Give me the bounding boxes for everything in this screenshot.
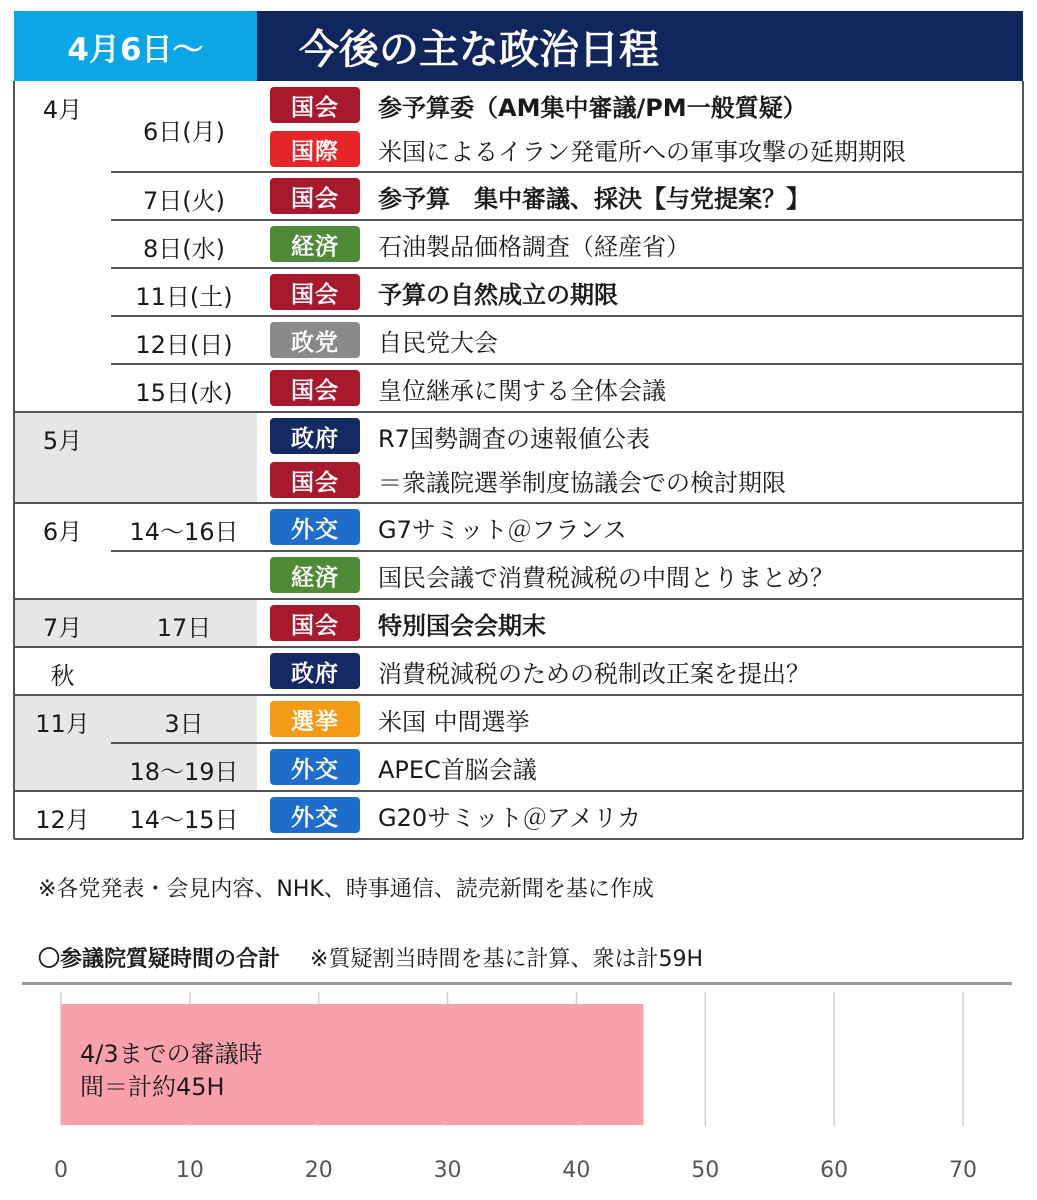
schedule-row xyxy=(14,599,1023,647)
event-text: R7国勢調査の速報値公表 xyxy=(378,424,650,453)
schedule-events xyxy=(257,268,1023,316)
schedule-day: 12日(日) xyxy=(135,331,233,359)
schedule-event xyxy=(270,85,807,125)
event-text: G20サミット＠アメリカ xyxy=(378,803,641,832)
schedule-day: 14〜15日 xyxy=(129,806,239,834)
page-title: 今後の主な政治日程 xyxy=(257,11,1023,81)
schedule-event xyxy=(270,416,650,456)
schedule-events xyxy=(257,316,1023,364)
event-text: APEC首脳会議 xyxy=(378,755,537,784)
chart-title: 〇参議院質疑時間の合計 xyxy=(38,947,281,972)
schedule-event xyxy=(270,747,537,787)
schedule-events xyxy=(257,551,1023,599)
schedule-event xyxy=(270,368,666,408)
category-badge: 国会 xyxy=(270,605,360,641)
category-badge: 政党 xyxy=(270,322,360,358)
column-divider xyxy=(13,81,15,839)
category-badge: 国際 xyxy=(270,131,360,167)
event-text: 自民党大会 xyxy=(378,328,498,357)
row-divider xyxy=(111,267,1023,269)
schedule-row xyxy=(14,695,1023,743)
schedule-event xyxy=(270,176,810,216)
schedule-month: 11月 xyxy=(35,710,90,738)
row-divider xyxy=(111,742,1023,744)
event-text: 参予算 集中審議、採決【与党提案？】 xyxy=(378,184,810,213)
schedule-events xyxy=(257,791,1023,839)
row-divider xyxy=(14,838,1023,840)
schedule-row xyxy=(14,647,1023,695)
category-badge: 国会 xyxy=(270,274,360,310)
schedule-day: 7日(火) xyxy=(143,187,225,215)
schedule-events xyxy=(257,81,1023,172)
schedule-row xyxy=(14,743,1023,791)
bar-chart xyxy=(0,975,1037,1200)
column-divider xyxy=(1022,81,1024,839)
schedule-day: 14〜16日 xyxy=(129,518,239,546)
schedule-row xyxy=(14,316,1023,364)
schedule-event xyxy=(270,699,530,739)
x-tick-label: 40 xyxy=(562,1158,591,1183)
chart-heading xyxy=(38,942,703,973)
schedule-row xyxy=(14,551,1023,599)
schedule-row xyxy=(14,172,1023,220)
schedule-table xyxy=(14,81,1023,839)
event-text: G7サミット＠フランス xyxy=(378,515,627,544)
category-badge: 経済 xyxy=(270,226,360,262)
event-text: 皇位継承に関する全体会議 xyxy=(378,376,666,405)
schedule-month: 6月 xyxy=(42,518,83,546)
event-text: ＝衆議院選挙制度協議会での検討期限 xyxy=(378,468,786,497)
category-badge: 国会 xyxy=(270,462,360,498)
schedule-day: 15日(水) xyxy=(135,379,233,407)
x-tick-label: 60 xyxy=(820,1158,849,1183)
schedule-events xyxy=(257,220,1023,268)
schedule-day: 6日(月) xyxy=(143,117,225,146)
header-date: 4月6日〜 xyxy=(14,11,257,81)
chart-top-rule xyxy=(22,982,1012,985)
schedule-event xyxy=(270,603,546,643)
bar-label: 間＝計約45H xyxy=(80,1073,225,1101)
schedule-day: 17日 xyxy=(156,614,212,642)
bar-label: 4/3までの審議時 xyxy=(80,1040,263,1068)
event-text: 国民会議で消費税減税の中間とりまとめ？ xyxy=(378,563,834,592)
header-bar xyxy=(14,11,1023,81)
category-badge: 外交 xyxy=(270,797,360,833)
schedule-day: 11日(土) xyxy=(135,283,233,311)
schedule-event xyxy=(270,320,498,360)
row-divider xyxy=(111,550,1023,552)
schedule-row xyxy=(14,220,1023,268)
schedule-event xyxy=(270,460,786,500)
schedule-row xyxy=(14,81,1023,172)
schedule-day: 8日(水) xyxy=(143,235,225,263)
schedule-events xyxy=(257,695,1023,743)
row-divider xyxy=(14,694,1023,696)
schedule-events xyxy=(257,743,1023,791)
category-badge: 外交 xyxy=(270,749,360,785)
category-badge: 国会 xyxy=(270,178,360,214)
schedule-event xyxy=(270,795,641,835)
schedule-month: 秋 xyxy=(50,662,75,690)
schedule-event xyxy=(270,272,618,312)
schedule-event xyxy=(270,129,906,169)
schedule-month: 5月 xyxy=(42,427,83,455)
row-divider xyxy=(111,219,1023,221)
row-divider xyxy=(14,646,1023,648)
schedule-events xyxy=(257,172,1023,220)
event-text: 予算の自然成立の期限 xyxy=(378,280,618,309)
category-badge: 国会 xyxy=(270,87,360,123)
schedule-day: 18〜19日 xyxy=(129,758,239,786)
schedule-row xyxy=(14,503,1023,551)
schedule-events xyxy=(257,503,1023,551)
schedule-month: 7月 xyxy=(42,614,83,642)
schedule-event xyxy=(270,651,810,691)
chart-note: ※質疑割当時間を基に計算、衆は計59H xyxy=(310,947,703,972)
event-text: 米国 中間選挙 xyxy=(378,707,530,736)
category-badge: 政府 xyxy=(270,418,360,454)
source-note: ※各党発表・会見内容、NHK、時事通信、読売新聞を基に作成 xyxy=(38,877,654,902)
row-divider xyxy=(14,502,1023,504)
schedule-events xyxy=(257,647,1023,695)
schedule-event xyxy=(270,555,834,595)
category-badge: 外交 xyxy=(270,509,360,545)
row-divider xyxy=(14,598,1023,600)
schedule-row xyxy=(14,791,1023,839)
row-divider xyxy=(14,411,1023,413)
schedule-row xyxy=(14,412,1023,503)
schedule-day: 3日 xyxy=(164,710,204,738)
row-divider xyxy=(111,363,1023,365)
schedule-row xyxy=(14,364,1023,412)
category-badge: 選挙 xyxy=(270,701,360,737)
event-text: 米国によるイラン発電所への軍事攻撃の延期期限 xyxy=(378,137,906,166)
x-tick-label: 20 xyxy=(304,1158,333,1183)
row-divider xyxy=(14,790,1023,792)
schedule-row xyxy=(14,268,1023,316)
event-text: 石油製品価格調査（経産省） xyxy=(378,232,690,261)
event-text: 消費税減税のための税制改正案を提出？ xyxy=(378,659,810,688)
x-tick-label: 30 xyxy=(433,1158,462,1183)
schedule-event xyxy=(270,507,627,547)
schedule-events xyxy=(257,412,1023,503)
event-text: 特別国会会期末 xyxy=(378,611,546,640)
schedule-event xyxy=(270,224,690,264)
x-tick-label: 50 xyxy=(691,1158,720,1183)
category-badge: 政府 xyxy=(270,653,360,689)
x-tick-label: 10 xyxy=(175,1158,204,1183)
schedule-events xyxy=(257,599,1023,647)
event-text: 参予算委（AM集中審議/PM一般質疑） xyxy=(378,93,807,122)
row-divider xyxy=(111,171,1023,173)
category-badge: 経済 xyxy=(270,557,360,593)
schedule-events xyxy=(257,364,1023,412)
x-tick-label: 0 xyxy=(54,1158,68,1183)
category-badge: 国会 xyxy=(270,370,360,406)
schedule-month: 4月 xyxy=(42,96,83,124)
row-divider xyxy=(111,315,1023,317)
schedule-month: 12月 xyxy=(35,806,90,834)
x-tick-label: 70 xyxy=(949,1158,977,1183)
